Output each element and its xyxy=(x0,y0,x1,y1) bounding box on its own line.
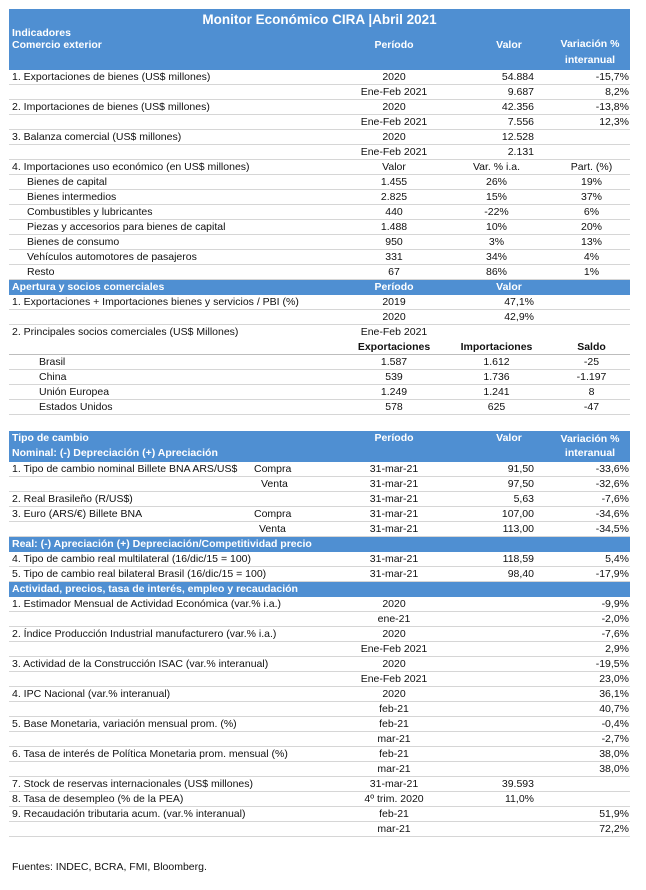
row-variacion: 36,1% xyxy=(599,688,629,700)
apertura-header xyxy=(9,280,630,295)
row-valor xyxy=(454,627,534,642)
row-valor: 42,9% xyxy=(504,311,534,323)
row-variacion: -2,7% xyxy=(601,733,629,745)
row-variacion xyxy=(554,777,629,792)
row-valor xyxy=(454,807,534,822)
imp-uso-item-valor: 331 xyxy=(385,251,403,263)
row-variacion: -7,6% xyxy=(601,493,629,505)
imp-uso-header xyxy=(9,160,630,175)
socio-importaciones: 1.241 xyxy=(483,386,510,398)
row-valor xyxy=(454,762,534,777)
col-periodo: Período xyxy=(374,281,414,293)
row-variacion xyxy=(554,792,629,807)
row-variacion: 51,9% xyxy=(599,808,629,820)
imp-uso-row xyxy=(9,205,630,220)
imp-uso-row xyxy=(9,250,630,265)
sources-note: Fuentes: INDEC, BCRA, FMI, Bloomberg. xyxy=(12,861,207,873)
cambio-row xyxy=(9,462,630,477)
table-row xyxy=(9,717,630,732)
row-valor: 12.528 xyxy=(501,131,534,143)
socio-exportaciones: 1.587 xyxy=(380,356,408,368)
section-title-actividad: Actividad, precios, tasa de interés, empleo y recaudación xyxy=(12,583,298,595)
row-variacion: 12,3% xyxy=(599,116,629,128)
table-row xyxy=(9,597,630,612)
imp-uso-item-label: Bienes intermedios xyxy=(27,191,117,203)
section-title-apertura: Apertura y socios comerciales xyxy=(12,281,165,293)
socios-col-exportaciones: Exportaciones xyxy=(357,341,431,353)
row-periodo: 2020 xyxy=(382,101,406,113)
row-variacion: -34,6% xyxy=(595,508,629,520)
socio-exportaciones: 539 xyxy=(385,371,403,383)
row-periodo: 31-mar-21 xyxy=(369,493,419,505)
table-row xyxy=(9,747,630,762)
row-valor: 7.556 xyxy=(507,116,534,128)
row-valor xyxy=(454,687,534,702)
row-periodo: 31-mar-21 xyxy=(369,778,419,790)
row-periodo: mar-21 xyxy=(377,763,411,775)
imp-uso-item-label: Bienes de consumo xyxy=(27,236,120,248)
report-title: Monitor Económico CIRA |Abril 2021 xyxy=(9,9,630,30)
imp-uso-item-part: 4% xyxy=(583,251,600,263)
row-periodo: 31-mar-21 xyxy=(369,478,419,490)
col-variacion: Variación % xyxy=(560,433,620,445)
row-periodo: 2020 xyxy=(382,598,406,610)
row-periodo: 2020 xyxy=(382,658,406,670)
row-label: 8. Tasa de desempleo (% de la PEA) xyxy=(12,793,184,805)
row-variacion: -13,8% xyxy=(595,101,629,113)
row-variacion: 40,7% xyxy=(599,703,629,715)
imp-uso-item-label: Combustibles y lubricantes xyxy=(27,206,153,218)
row-periodo: 31-mar-21 xyxy=(369,523,419,535)
row-variacion: -17,9% xyxy=(595,568,629,580)
row-variacion: -34,5% xyxy=(595,523,629,535)
table-row xyxy=(9,100,630,115)
row-periodo: feb-21 xyxy=(379,748,409,760)
row-periodo: 31-mar-21 xyxy=(369,508,419,520)
imp-uso-item-var: 86% xyxy=(485,266,507,278)
table-row xyxy=(9,762,630,777)
socios-label-row xyxy=(9,325,630,340)
socio-label: Unión Europea xyxy=(39,386,110,398)
row-variacion xyxy=(554,130,629,145)
row-periodo: Ene-Feb 2021 xyxy=(360,673,428,685)
socio-saldo: -1.197 xyxy=(576,371,607,383)
row-variacion: -2,0% xyxy=(601,613,629,625)
row-valor: 9.687 xyxy=(507,86,534,98)
row-label: 5. Base Monetaria, variación mensual prom. (%) xyxy=(12,718,237,730)
row-tipo: Compra xyxy=(254,463,292,475)
socio-label: Brasil xyxy=(39,356,66,368)
socio-row xyxy=(9,385,630,400)
row-label: 2. Real Brasileño (R/US$) xyxy=(12,493,133,505)
row-label: 3. Actividad de la Construcción ISAC (var.% interanual) xyxy=(12,658,269,670)
row-variacion: 8,2% xyxy=(605,86,629,98)
socios-header xyxy=(9,340,630,355)
comercio-header xyxy=(9,40,630,70)
row-valor xyxy=(454,822,534,837)
cambio-sublabel: Nominal: (-) Depreciación (+) Apreciación xyxy=(12,447,218,459)
table-row xyxy=(9,777,630,792)
row-periodo: 4º trim. 2020 xyxy=(364,793,424,805)
row-valor: 54.884 xyxy=(501,71,534,83)
socio-saldo: -25 xyxy=(583,356,600,368)
row-periodo: mar-21 xyxy=(377,733,411,745)
row-valor: 107,00 xyxy=(501,508,534,520)
row-variacion: 5,4% xyxy=(605,553,629,565)
table-row xyxy=(9,687,630,702)
row-periodo: 2020 xyxy=(382,311,406,323)
row-periodo: Ene-Feb 2021 xyxy=(360,116,428,128)
row-periodo: Ene-Feb 2021 xyxy=(360,643,428,655)
imp-uso-row xyxy=(9,235,630,250)
row-valor xyxy=(454,597,534,612)
imp-uso-row xyxy=(9,175,630,190)
imp-uso-col-valor: Valor xyxy=(382,161,406,173)
cambio-row xyxy=(9,492,630,507)
socio-exportaciones: 578 xyxy=(385,401,403,413)
row-valor: 113,00 xyxy=(502,523,534,535)
table-row xyxy=(9,657,630,672)
cambio-row xyxy=(9,477,630,492)
imp-uso-item-part: 20% xyxy=(580,221,602,233)
row-periodo: feb-21 xyxy=(379,808,409,820)
imp-uso-item-var: -22% xyxy=(484,206,509,218)
row-variacion: 38,0% xyxy=(599,748,629,760)
col-variacion-sub: interanual xyxy=(564,447,616,459)
actividad-header xyxy=(9,582,630,597)
col-valor: Valor xyxy=(496,39,522,51)
socios-col-importaciones: Importaciones xyxy=(460,341,533,353)
row-label: 1. Exportaciones + Importaciones bienes y servicios / PBI (%) xyxy=(12,296,299,308)
row-valor: 118,59 xyxy=(502,553,534,565)
row-tipo: Venta xyxy=(259,523,286,535)
socio-label: China xyxy=(39,371,67,383)
row-periodo: 2020 xyxy=(382,688,406,700)
socio-exportaciones: 1.249 xyxy=(380,386,408,398)
row-label: 9. Recaudación tributaria acum. (var.% interanual) xyxy=(12,808,246,820)
indicadores-label: Indicadores xyxy=(12,27,71,39)
row-label: 2. Importaciones de bienes (US$ millones) xyxy=(12,101,210,113)
row-valor xyxy=(454,612,534,627)
table-row xyxy=(9,567,630,582)
imp-uso-item-part: 6% xyxy=(583,206,600,218)
row-valor xyxy=(454,717,534,732)
socio-saldo: 8 xyxy=(588,386,595,398)
row-label: 1. Exportaciones de bienes (US$ millones) xyxy=(12,71,211,83)
row-periodo: 31-mar-21 xyxy=(369,463,419,475)
row-periodo: 31-mar-21 xyxy=(369,568,419,580)
section-title-real: Real: (-) Apreciación (+) Depreciación/Competitividad precio xyxy=(12,538,312,550)
imp-uso-item-var: 15% xyxy=(485,191,507,203)
imp-uso-item-var: 26% xyxy=(485,176,507,188)
socio-row xyxy=(9,370,630,385)
socios-label: 2. Principales socios comerciales (US$ Millones) xyxy=(12,326,239,338)
row-periodo: ene-21 xyxy=(377,613,411,625)
row-label: 3. Balanza comercial (US$ millones) xyxy=(12,131,182,143)
row-periodo: 2020 xyxy=(382,131,406,143)
col-periodo: Período xyxy=(374,432,414,444)
row-variacion: -32,6% xyxy=(595,478,629,490)
socio-row xyxy=(9,400,630,415)
row-variacion: -9,9% xyxy=(601,598,629,610)
row-valor xyxy=(454,702,534,717)
socio-importaciones: 1.736 xyxy=(483,371,510,383)
row-label: 7. Stock de reservas internacionales (US$ millones) xyxy=(12,778,254,790)
table-row xyxy=(9,627,630,642)
row-label: 4. Tipo de cambio real multilateral (16/dic/15 = 100) xyxy=(12,553,252,565)
col-valor: Valor xyxy=(496,432,522,444)
imp-uso-item-label: Vehículos automotores de pasajeros xyxy=(27,251,197,263)
table-row xyxy=(9,130,630,145)
imp-uso-item-label: Resto xyxy=(27,266,55,278)
row-periodo: feb-21 xyxy=(379,703,409,715)
imp-uso-label: 4. Importaciones uso económico (en US$ millones) xyxy=(12,161,250,173)
imp-uso-item-part: 19% xyxy=(580,176,602,188)
row-tipo: Compra xyxy=(254,508,292,520)
monitor-table xyxy=(9,9,630,877)
imp-uso-item-valor: 1.455 xyxy=(380,176,408,188)
table-row xyxy=(9,732,630,747)
row-label: 1. Estimador Mensual de Actividad Económica (var.% i.a.) xyxy=(12,598,282,610)
row-periodo: Ene-Feb 2021 xyxy=(360,86,428,98)
row-valor: 42.356 xyxy=(501,101,534,113)
row-valor: 11,0% xyxy=(505,793,534,805)
row-variacion: 38,0% xyxy=(599,763,629,775)
row-variacion: 72,2% xyxy=(599,823,629,835)
row-label: 1. Tipo de cambio nominal Billete BNA ARS/US$ xyxy=(12,463,238,475)
socios-col-saldo: Saldo xyxy=(577,341,606,353)
table-row xyxy=(9,807,630,822)
row-variacion: -15,7% xyxy=(595,71,629,83)
row-periodo: feb-21 xyxy=(379,718,409,730)
table-row xyxy=(9,822,630,837)
table-row xyxy=(9,672,630,687)
real-header xyxy=(9,537,630,552)
row-periodo: 2020 xyxy=(382,71,406,83)
table-row xyxy=(9,295,630,310)
row-valor xyxy=(454,657,534,672)
table-row xyxy=(9,642,630,657)
imp-uso-item-var: 10% xyxy=(485,221,507,233)
imp-uso-item-valor: 2.825 xyxy=(380,191,408,203)
row-label: 2. Índice Producción Industrial manufacturero (var.% i.a.) xyxy=(12,628,277,640)
table-row xyxy=(9,85,630,100)
row-variacion: -0,4% xyxy=(601,718,629,730)
imp-uso-item-var: 34% xyxy=(485,251,507,263)
row-variacion: 23,0% xyxy=(599,673,629,685)
row-valor xyxy=(454,672,534,687)
table-row xyxy=(9,310,630,325)
row-valor: 5,63 xyxy=(513,493,534,505)
row-variacion: -33,6% xyxy=(595,463,629,475)
table-row xyxy=(9,612,630,627)
table-row xyxy=(9,70,630,85)
imp-uso-col-var: Var. % i.a. xyxy=(472,161,521,173)
spacer-row xyxy=(9,415,630,431)
section-title-cambio: Tipo de cambio xyxy=(12,432,89,444)
row-valor xyxy=(454,642,534,657)
imp-uso-item-valor: 1.488 xyxy=(380,221,408,233)
imp-uso-item-label: Bienes de capital xyxy=(27,176,107,188)
row-valor xyxy=(454,747,534,762)
col-periodo: Período xyxy=(374,39,414,51)
col-variacion-sub: interanual xyxy=(564,54,616,66)
socio-saldo: -47 xyxy=(583,401,600,413)
row-valor xyxy=(454,732,534,747)
table-row xyxy=(9,145,630,160)
cambio-row xyxy=(9,507,630,522)
imp-uso-item-label: Piezas y accesorios para bienes de capital xyxy=(27,221,226,233)
row-variacion xyxy=(554,145,629,160)
cambio-row xyxy=(9,522,630,537)
row-periodo: Ene-Feb 2021 xyxy=(360,146,428,158)
imp-uso-item-valor: 950 xyxy=(385,236,403,248)
row-label: 6. Tasa de interés de Política Monetaria prom. mensual (%) xyxy=(12,748,288,760)
imp-uso-item-part: 37% xyxy=(580,191,602,203)
imp-uso-item-part: 1% xyxy=(583,266,600,278)
row-valor: 47,1% xyxy=(504,296,534,308)
section-title-comercio: Comercio exterior xyxy=(12,39,102,51)
row-label: 5. Tipo de cambio real bilateral Brasil (16/dic/15 = 100) xyxy=(12,568,267,580)
row-variacion: -7,6% xyxy=(601,628,629,640)
cambio-header xyxy=(9,431,630,462)
col-variacion: Variación % xyxy=(560,38,620,50)
row-valor: 2.131 xyxy=(507,146,534,158)
table-row xyxy=(9,552,630,567)
imp-uso-item-valor: 440 xyxy=(385,206,403,218)
imp-uso-row xyxy=(9,190,630,205)
row-valor: 97,50 xyxy=(507,478,534,490)
row-label: 4. IPC Nacional (var.% interanual) xyxy=(12,688,171,700)
table-row xyxy=(9,792,630,807)
imp-uso-item-part: 13% xyxy=(580,236,602,248)
imp-uso-item-var: 3% xyxy=(488,236,505,248)
row-periodo: 2019 xyxy=(382,296,406,308)
socio-importaciones: 625 xyxy=(487,401,506,413)
row-valor: 39.593 xyxy=(501,778,534,790)
socio-importaciones: 1.612 xyxy=(483,356,510,368)
row-tipo: Venta xyxy=(261,478,288,490)
socio-row xyxy=(9,355,630,370)
imp-uso-col-part: Part. (%) xyxy=(570,161,613,173)
imp-uso-row xyxy=(9,265,630,280)
row-variacion: 2,9% xyxy=(605,643,629,655)
imp-uso-item-valor: 67 xyxy=(388,266,400,278)
row-valor: 98,40 xyxy=(507,568,534,580)
row-valor: 91,50 xyxy=(507,463,534,475)
socios-periodo: Ene-Feb 2021 xyxy=(360,326,428,338)
imp-uso-row xyxy=(9,220,630,235)
table-row xyxy=(9,702,630,717)
socio-label: Estados Unidos xyxy=(39,401,113,413)
row-periodo: mar-21 xyxy=(377,823,411,835)
row-periodo: 31-mar-21 xyxy=(369,553,419,565)
row-periodo: 2020 xyxy=(382,628,406,640)
row-variacion: -19,5% xyxy=(595,658,629,670)
col-valor: Valor xyxy=(496,281,522,293)
table-row xyxy=(9,115,630,130)
row-label: 3. Euro (ARS/€) Billete BNA xyxy=(12,508,143,520)
